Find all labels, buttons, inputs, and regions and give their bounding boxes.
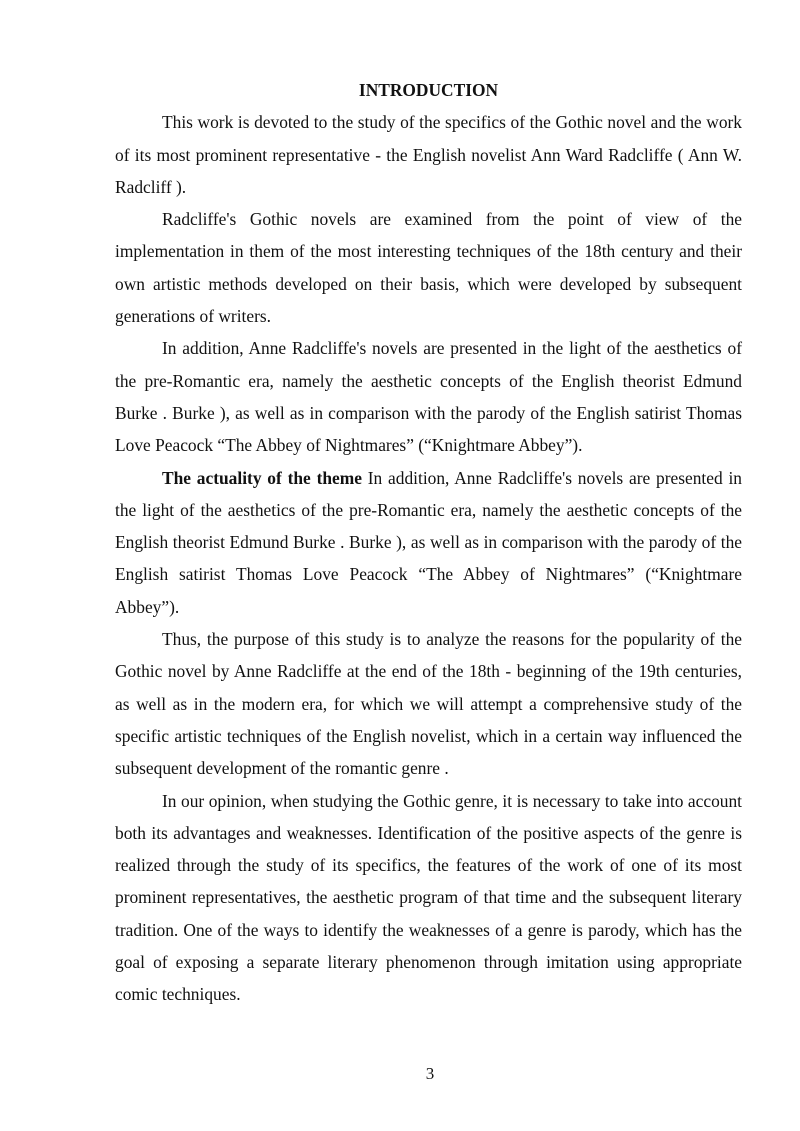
paragraph-purpose: Thus, the purpose of this study is to analyze the reasons for the popularity of the Gothic novel by Anne Radcliffe at the end of the 18th - beginning of the 19th centuries, as well as in the modern era, for which we will attempt a comprehensive study of the specific artistic techniques of the English novelist, which in a certain way influenced the subsequent development of the romantic genre . (115, 629, 742, 779)
actuality-bold-lead: The actuality of the theme (162, 467, 362, 488)
page-number: 3 (425, 1064, 435, 1083)
paragraph-aesthetics: In addition, Anne Radcliffe's novels are presented in the light of the aesthetics of the pre-Romantic era, namely the aesthetic concepts of the English theorist Edmund Burke . Burke ), as well as in comparison with the parody of the English satirist Thomas Love Peacock “The Abbey of Nightmares” (“Knightmare Abbey”). (115, 338, 742, 456)
paragraph-opinion: In our opinion, when studying the Gothic genre, it is necessary to take into account both its advantages and weaknesses. Identification of the positive aspects of the genre is realized through the study of its specifics, the features of the work of one of its most prominent representatives, the aesthetic program of that time and the subsequent literary tradition. One of the ways to identify the weaknesses of a genre is parody, which has the goal of exposing a separate literary phenomenon through imitation using appropriate comic techniques. (115, 790, 742, 1005)
paragraph-intro: This work is devoted to the study of the specifics of the Gothic novel and the work of its most prominent representative - the English novelist Ann Ward Radcliffe ( Ann W. Radcliff ). (115, 112, 742, 197)
document-page (115, 74, 742, 1011)
section-heading: INTRODUCTION (358, 80, 499, 100)
paragraph-gothic-novels: Radcliffe's Gothic novels are examined from the point of view of the implementation in them of the most interesting techniques of the 18th century and their own artistic methods developed on their basis, which were developed by subsequent generations of writers. (115, 209, 742, 327)
actuality-text: In addition, Anne Radcliffe's novels are presented in the light of the aesthetics of the pre-Romantic era, namely the aesthetic concepts of the English theorist Edmund Burke . Burke ), as well as in comparison with the parody of the English satirist Thomas Love Peacock “The Abbey of Nightmares” (“Knightmare Abbey”). (115, 467, 742, 617)
paragraph-actuality (115, 462, 742, 623)
